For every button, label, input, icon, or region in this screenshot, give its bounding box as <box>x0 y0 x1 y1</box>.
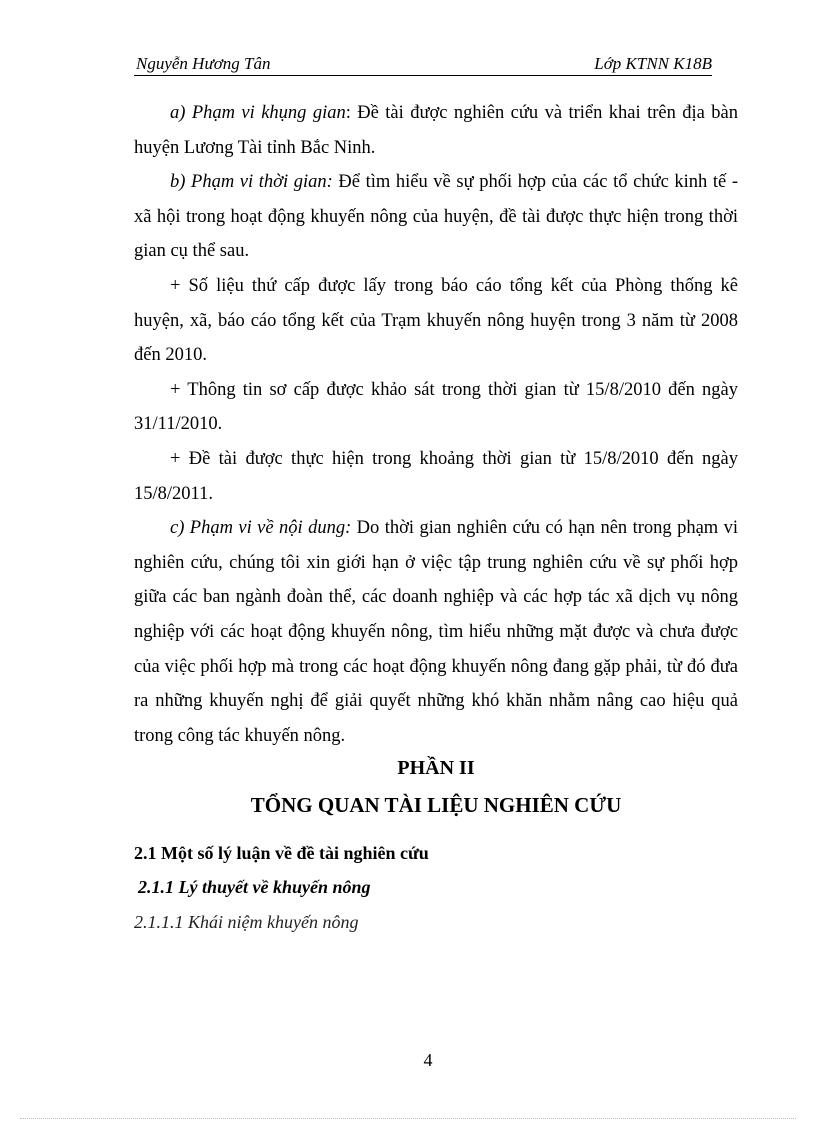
paragraph-scope-time <box>134 165 738 269</box>
part-title: TỔNG QUAN TÀI LIỆU NGHIÊN CỨU <box>250 793 622 817</box>
paragraph-scope-content <box>134 511 738 753</box>
page-bottom-border <box>20 1118 796 1119</box>
section-2-1-1-heading: 2.1.1 Lý thuyết về khuyến nông <box>138 877 371 897</box>
scope-content-label: c) Phạm vi về nội dung: <box>170 518 352 539</box>
scope-time-label: b) Phạm vi thời gian: <box>170 172 333 193</box>
paragraph-secondary-data: + Số liệu thứ cấp được lấy trong báo cáo tổng kết của Phòng thống kê huyện, xã, báo cáo tổng kết của Trạm khuyến nông huyện trong 3 năm từ 2008 đến 2010. <box>134 275 738 366</box>
scope-space-text: : Đề tài được nghiên cứu và triển khai trên địa bàn huyện Lương Tài tỉnh Bắc Ninh. <box>134 103 738 158</box>
scope-content-text: Do thời gian nghiên cứu có hạn nên trong phạm vi nghiên cứu, chúng tôi xin giới hạn ở việc tập trung nghiên cứu về sự phối hợp giữa các ban ngành đoàn thể, các doanh nghiệp và các hợp tác xã dịch vụ nông nghiệp với các hoạt động khuyến nông, tìm hiểu những mặt được và chưa được của việc phối hợp mà trong các hoạt động khuyến nông đang gặp phải, từ đó đưa ra những khuyến nghị để giải quyết những khó khăn nhằm nâng cao hiệu quả trong công tác khuyến nông. <box>134 518 738 746</box>
section-2-1-1-1-heading: 2.1.1.1 Khái niệm khuyến nông <box>134 912 359 932</box>
page-header <box>134 53 712 76</box>
page-number: 4 <box>423 1050 433 1070</box>
paragraph-scope-space <box>134 96 738 165</box>
section-2-1-heading: 2.1 Một số lý luận về đề tài nghiên cứu <box>134 843 429 863</box>
scope-time-text: Để tìm hiểu về sự phối hợp của các tổ chức kinh tế - xã hội trong hoạt động khuyến nông của huyện, đề tài được thực hiện trong thời gian cụ thể sau. <box>134 172 738 262</box>
scope-space-label: a) Phạm vi khụng gian <box>170 103 346 123</box>
part-number: PHẦN II <box>397 757 475 779</box>
header-author: Nguyễn Hương Tân <box>136 54 271 73</box>
paragraph-primary-data: + Thông tin sơ cấp được khảo sát trong thời gian từ 15/8/2010 đến ngày 31/11/2010. <box>134 379 738 435</box>
paragraph-study-period: + Đề tài được thực hiện trong khoảng thời gian từ 15/8/2010 đến ngày 15/8/2011. <box>134 448 738 504</box>
header-class: Lớp KTNN K18B <box>594 54 712 73</box>
body-text <box>134 96 738 753</box>
